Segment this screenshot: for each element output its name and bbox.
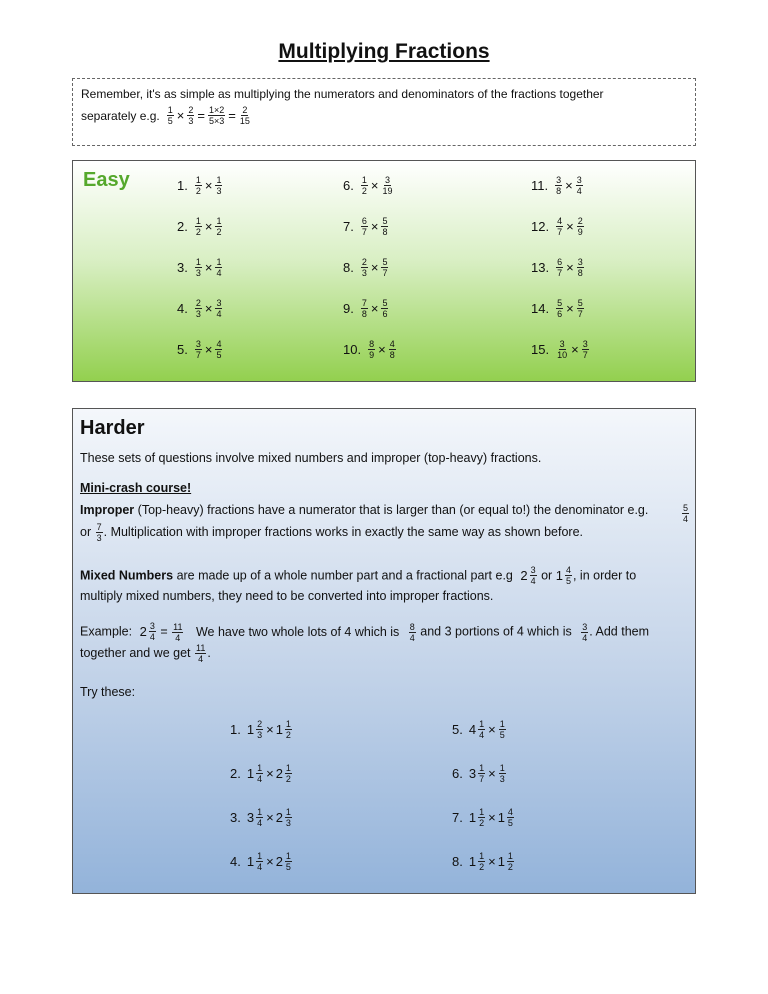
times-sign: × [370, 178, 379, 193]
fraction: $\frac{1}{2}$ [195, 175, 201, 196]
times-sign: × [176, 108, 185, 123]
mixed-question [452, 719, 507, 740]
easy-question [177, 257, 223, 278]
fraction: $\frac{1}{4}$ [216, 257, 222, 278]
harder-heading: Harder [80, 417, 145, 439]
fraction: $\frac{4}{5}$ [507, 807, 513, 828]
fraction: $\frac{2}{9}$ [577, 216, 583, 237]
improper-term: Improper [80, 503, 135, 517]
example-text: . [207, 645, 211, 660]
times-sign: × [378, 342, 386, 357]
question-number: 12. [531, 219, 550, 234]
fraction: $\frac{1\times 2}{5\times 3}$ [208, 105, 225, 126]
fraction: $\frac{1}{5}$ [167, 105, 173, 126]
mixed-number: 1 $\frac{1}{2}$ [468, 807, 485, 828]
fraction: $\frac{3}{7}$ [195, 339, 201, 360]
mixed-question [230, 807, 293, 828]
question-number: 1. [230, 722, 241, 737]
mixed-question [452, 807, 515, 828]
fraction: $\frac{2}{15}$ [239, 105, 250, 126]
times-sign: × [488, 810, 496, 825]
fraction: $\frac{7}{8}$ [361, 298, 367, 319]
times-sign: × [204, 342, 213, 357]
fraction: $\frac{11}{4}$ [195, 642, 206, 664]
or-text: or [80, 524, 92, 539]
mixed-number: 1 $\frac{4}{5}$ [497, 807, 513, 828]
reminder-prefix: separately e.g. [81, 108, 160, 123]
fraction: $\frac{3}{8}$ [556, 175, 562, 196]
reminder-box [72, 78, 696, 146]
question-number: 8. [452, 854, 463, 869]
question-number: 3. [177, 260, 188, 275]
mixed-question [452, 763, 507, 784]
easy-question [531, 175, 584, 196]
fraction: $\frac{1}{2}$ [479, 807, 485, 828]
question-number: 11. [531, 178, 549, 193]
fraction: $\frac{1}{4}$ [257, 763, 263, 784]
question-number: 13. [531, 260, 550, 275]
question-number: 15. [531, 342, 550, 357]
example-label: Example: [80, 624, 133, 639]
question-number: 5. [452, 722, 463, 737]
times-sign: × [266, 722, 274, 737]
times-sign: × [370, 260, 379, 275]
question-number: 8. [343, 260, 354, 275]
easy-section [72, 160, 696, 382]
question-number: 2. [177, 219, 188, 234]
question-number: 7. [343, 219, 354, 234]
fraction: $\frac{7}{3}$ [96, 522, 102, 543]
easy-question [531, 298, 585, 319]
mixed-text-3: multiply mixed numbers, they need to be converted into improper fractions. [80, 589, 494, 603]
question-number: 9. [343, 301, 354, 316]
question-number: 6. [343, 178, 354, 193]
crash-course-heading: Mini-crash course! [80, 481, 192, 495]
times-sign: × [370, 301, 379, 316]
mixed-text: are made up of a whole number part and a fractional part e.g [173, 568, 513, 583]
equals-sign: = [160, 624, 168, 639]
fraction: $\frac{1}{4}$ [257, 807, 263, 828]
fraction: $\frac{5}{8}$ [382, 216, 388, 237]
fraction: $\frac{3}{19}$ [382, 175, 393, 196]
times-sign: × [204, 178, 213, 193]
fraction: $\frac{2}{3}$ [188, 105, 194, 126]
question-number: 6. [452, 766, 463, 781]
times-sign: × [488, 766, 496, 781]
fraction: $\frac{3}{10}$ [557, 339, 568, 360]
easy-question [343, 339, 397, 360]
mixed-number: 1 $\frac{1}{2}$ [468, 851, 485, 872]
fraction: $\frac{1}{5}$ [499, 719, 505, 740]
mixed-number [498, 763, 507, 784]
times-sign: × [370, 219, 379, 234]
mixed-question [452, 851, 515, 872]
easy-question [343, 216, 389, 237]
fraction: $\frac{6}{7}$ [361, 216, 367, 237]
harder-intro: These sets of questions involve mixed numbers and improper (top-heavy) fractions. [80, 451, 542, 465]
fraction: $\frac{4}{5}$ [216, 339, 222, 360]
question-number: 2. [230, 766, 241, 781]
fraction: $\frac{3}{4}$ [216, 298, 222, 319]
easy-question [177, 175, 223, 196]
mixed-number: 1 $\frac{1}{2}$ [497, 851, 513, 872]
fraction: $\frac{5}{6}$ [382, 298, 388, 319]
mixed-question [230, 719, 293, 740]
times-sign: × [566, 260, 574, 275]
fraction: $\frac{1}{7}$ [479, 763, 485, 784]
mixed-number: 2 $\frac{1}{2}$ [275, 763, 291, 784]
reminder-line: Remember, it's as simple as multiplying the numerators and denominators of the fractions together [81, 87, 604, 101]
easy-heading: Easy [83, 169, 130, 191]
question-number: 7. [452, 810, 463, 825]
reminder-example-line [81, 105, 687, 126]
mixed-number: 3 $\frac{1}{7}$ [468, 763, 485, 784]
mixed-number [498, 719, 507, 740]
question-number: 1. [177, 178, 188, 193]
fraction: $\frac{1}{5}$ [285, 851, 291, 872]
fraction: $\frac{8}{4}$ [409, 621, 415, 643]
fraction: $\frac{3}{4}$ [582, 621, 588, 643]
fraction: $\frac{2}{3}$ [361, 257, 367, 278]
mixed-question [230, 851, 293, 872]
easy-question [531, 216, 585, 237]
or-text: or [541, 568, 553, 583]
times-sign: × [266, 854, 274, 869]
question-number: 5. [177, 342, 188, 357]
mixed-term: Mixed Numbers [80, 568, 174, 583]
mixed-text-2: , in order to [572, 568, 637, 583]
mixed-paragraph [80, 565, 690, 606]
mixed-number: 1 $\frac{2}{3}$ [246, 719, 263, 740]
mixed-number: 2 $\frac{3}{4}$ [139, 621, 155, 642]
easy-question [531, 257, 585, 278]
fraction: $\frac{1}{2}$ [507, 851, 513, 872]
mixed-number: 1 $\frac{4}{5}$ [555, 565, 571, 586]
example-paragraph [80, 621, 690, 664]
improper-text-2: . Multiplication with improper fractions works in exactly the same way as shown before. [103, 524, 583, 539]
mixed-number: 2 $\frac{1}{5}$ [275, 851, 291, 872]
improper-paragraph [80, 501, 690, 543]
times-sign: × [566, 301, 574, 316]
equals-sign: = [197, 108, 205, 123]
mixed-number: 1 $\frac{1}{2}$ [275, 719, 291, 740]
question-number: 10. [343, 342, 362, 357]
question-number: 4. [177, 301, 188, 316]
times-sign: × [571, 342, 579, 357]
fraction: $\frac{5}{7}$ [382, 257, 388, 278]
page-title: Multiplying Fractions [278, 40, 490, 63]
harder-section [72, 408, 696, 894]
mixed-question [230, 763, 293, 784]
times-sign: × [266, 810, 274, 825]
fraction: $\frac{6}{7}$ [557, 257, 563, 278]
example-text: together and we get [80, 645, 191, 660]
mixed-number: 1 $\frac{1}{4}$ [246, 851, 263, 872]
fraction: $\frac{1}{3}$ [195, 257, 201, 278]
fraction: $\frac{8}{9}$ [369, 339, 375, 360]
mixed-number: 4 $\frac{1}{4}$ [468, 719, 485, 740]
mixed-number: 1 $\frac{1}{4}$ [246, 763, 263, 784]
fraction: $\frac{1}{2}$ [361, 175, 367, 196]
times-sign: × [266, 766, 274, 781]
easy-question [177, 298, 223, 319]
fraction: $\frac{3}{4}$ [576, 175, 582, 196]
fraction: $\frac{3}{8}$ [577, 257, 583, 278]
example-text: We have two whole lots of 4 which is [195, 624, 400, 639]
try-these-label: Try these: [80, 685, 136, 699]
fraction: $\frac{5}{6}$ [557, 298, 563, 319]
question-number: 14. [531, 301, 550, 316]
fraction: $\frac{1}{2}$ [285, 719, 291, 740]
easy-question [531, 339, 590, 360]
example-text: and 3 portions of 4 which is [420, 624, 572, 639]
times-sign: × [488, 854, 496, 869]
fraction: $\frac{3}{7}$ [582, 339, 588, 360]
fraction: $\frac{1}{4}$ [257, 851, 263, 872]
fraction: $\frac{1}{2}$ [285, 763, 291, 784]
equals-sign: = [228, 108, 236, 123]
times-sign: × [565, 178, 573, 193]
easy-question [343, 175, 394, 196]
fraction: $\frac{1}{3}$ [499, 763, 505, 784]
easy-question [343, 298, 389, 319]
times-sign: × [204, 219, 213, 234]
fraction: $\frac{2}{3}$ [195, 298, 201, 319]
fraction: $\frac{1}{4}$ [479, 719, 485, 740]
example-text: . Add them [589, 624, 650, 639]
improper-text: (Top-heavy) fractions have a numerator that is larger than (or equal to!) the denominator e.g. [134, 503, 649, 517]
easy-question [343, 257, 389, 278]
mixed-number: 2 $\frac{3}{4}$ [520, 565, 536, 586]
times-sign: × [488, 722, 496, 737]
fraction: $\frac{1}{3}$ [216, 175, 222, 196]
fraction: $\frac{1}{2}$ [195, 216, 201, 237]
fraction: $\frac{5}{4}$ [682, 503, 688, 524]
easy-question [177, 216, 223, 237]
fraction: $\frac{1}{2}$ [216, 216, 222, 237]
question-number: 3. [230, 810, 241, 825]
fraction: $\frac{5}{7}$ [577, 298, 583, 319]
times-sign: × [204, 301, 213, 316]
mixed-number: 2 $\frac{1}{3}$ [275, 807, 291, 828]
fraction: $\frac{1}{3}$ [285, 807, 291, 828]
fraction: $\frac{4}{8}$ [389, 339, 395, 360]
fraction: $\frac{1}{2}$ [479, 851, 485, 872]
times-sign: × [204, 260, 213, 275]
easy-question [177, 339, 223, 360]
fraction: $\frac{4}{7}$ [557, 216, 563, 237]
fraction: $\frac{2}{3}$ [257, 719, 263, 740]
mixed-number: 3 $\frac{1}{4}$ [246, 807, 263, 828]
fraction: $\frac{11}{4}$ [173, 621, 183, 643]
times-sign: × [566, 219, 574, 234]
question-number: 4. [230, 854, 241, 869]
